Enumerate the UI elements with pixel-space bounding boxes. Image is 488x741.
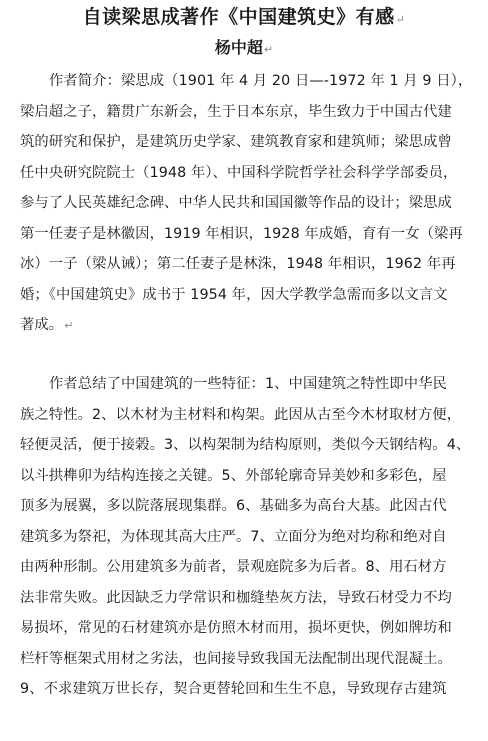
text-line: 第一任妻子是林徽因，1919 年相识，1928 年成婚，育有一女（梁再 bbox=[20, 225, 463, 242]
paragraph-mark-icon: ↵ bbox=[395, 13, 406, 26]
text-line: 易损坏，常见的石材建筑亦是仿照木材而用，损坏更快，例如牌坊和 bbox=[20, 620, 452, 636]
document-title bbox=[0, 4, 488, 33]
paragraph-architecture-features bbox=[20, 369, 471, 705]
author-text: 杨中超 bbox=[214, 38, 263, 57]
text-line-last bbox=[20, 310, 468, 341]
text-line: 建筑多为祭祀，为体现其高大庄严。7、立面分为绝对均称和绝对自 bbox=[20, 528, 447, 545]
text-line: 冰）一子（梁从诫）；第二任妻子是林洙，1948 年相识，1962 年再 bbox=[20, 256, 456, 272]
text-line: 9、不求建筑万世长存，契合更替轮回和生生不息，导致现存古建筑 bbox=[20, 681, 447, 697]
text-line: 筑的研究和保护，是建筑历史学家、建筑教育家和建筑师；梁思成曾 bbox=[20, 134, 452, 150]
text-line: 任中央研究院院士（1948 年）、中国科学院哲学社会科学学部委员， bbox=[20, 164, 458, 181]
text-line: 梁启超之子，籍贯广东新会，生于日本东京，毕生致力于中国古代建 bbox=[20, 103, 452, 120]
author-name bbox=[0, 37, 488, 61]
text-line: 由两种形制。公用建筑多为前者，景观庭院多为后者。8、用石材方 bbox=[20, 559, 447, 575]
title-text: 自读梁思成著作《中国建筑史》有感 bbox=[82, 6, 395, 28]
text-line: 参与了人民英雄纪念碑、中华人民共和国国徽等作品的设计；梁思成 bbox=[20, 195, 452, 211]
text-line: 法非常失败。此因缺乏力学常识和枷缝垫灰方法，导致石材受力不均 bbox=[20, 589, 452, 606]
text-line: 栏杆等框架式用材之劣法，也间接导致我国无法配制出现代混凝土。 bbox=[20, 650, 452, 667]
paragraph-mark-icon: ↵ bbox=[64, 319, 74, 332]
text-line-content: 著成。 bbox=[20, 317, 64, 333]
text-line: 以斗拱榫卯为结构连接之关键。5、外部轮廓奇异美妙和多彩色，屋 bbox=[20, 467, 447, 484]
text-line: 轻便灵活，便于接榖。3、以构架制为结构原则，类似今天钢结构。4、 bbox=[20, 437, 471, 453]
text-line: 作者总结了中国建筑的一些特征：1、中国建筑之特性即中华民 bbox=[49, 376, 447, 392]
text-line: 婚；《中国建筑史》成书于 1954 年，因大学教学急需而多以文言文 bbox=[20, 286, 448, 303]
text-line: 顶多为展翼，多以院落展现集群。6、基础多为高台大基。此因古代 bbox=[20, 498, 447, 514]
paragraph-author-intro bbox=[20, 66, 473, 341]
text-line: 族之特性。2、以木材为主材料和构架。此因从古至今木材取材方便， bbox=[20, 406, 462, 423]
paragraph-mark-icon: ↵ bbox=[263, 43, 274, 56]
text-line: 作者简介：梁思成（1901 年 4 月 20 日—-1972 年 1 月 9 日）， bbox=[49, 73, 473, 89]
